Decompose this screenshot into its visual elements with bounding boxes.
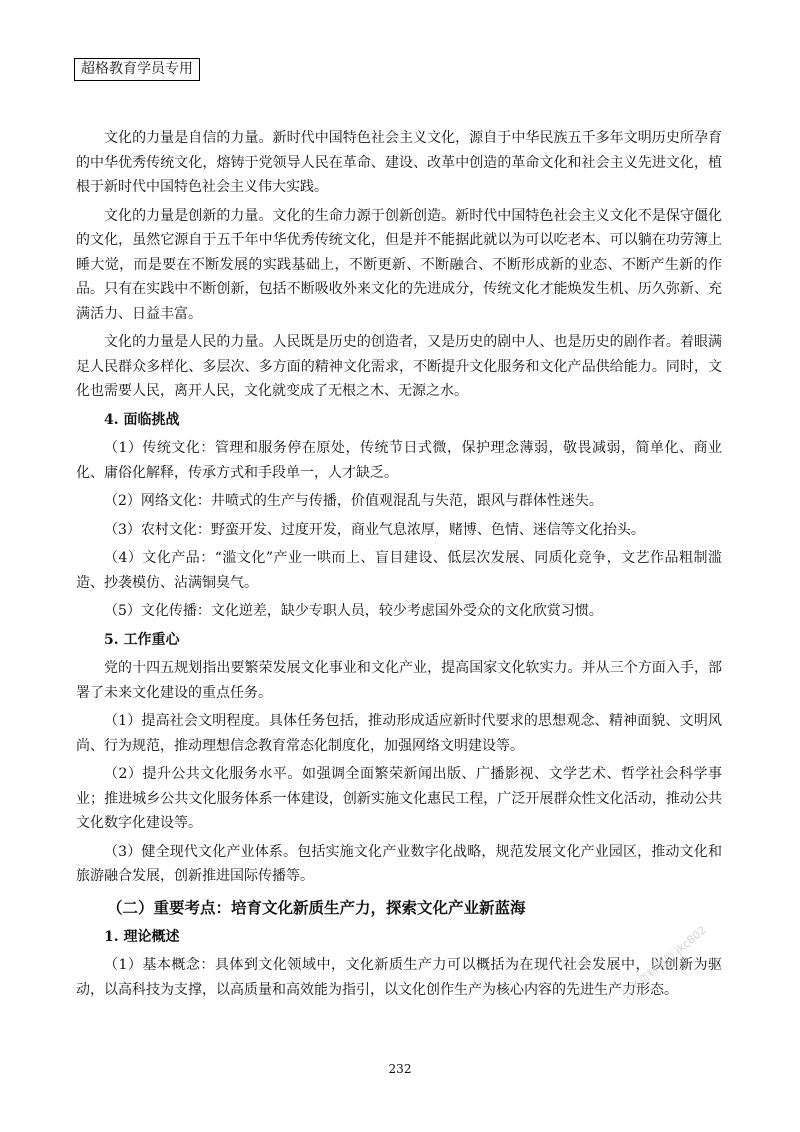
list-item: （3）健全现代文化产业体系。包括实施文化产业数字化战略，规范发展文化产业园区，推动文化和旅游融合发展，创新推进国际传播等。 [76,843,722,884]
paragraph-innovation: 文化的力量是创新的力量。文化的生命力源于创新创造。新时代中国特色社会主义文化不是保守僵化的文化，虽然它源自于五千年中华优秀传统文化，但是并不能据此就以为可以吃老本、可以躺在功劳簿上睡大觉，而是要在不断发展的实践基础上，不断更新、不断融合、不断形成新的业态、不断产生新的作品。只有在实践中不断创新，包括不断吸收外来文化的先进成分，传统文化才能焕发生机、历久弥新、充满活力、日益丰富。 [76,207,722,322]
section-heading-key-point: （二）重要考点：培育文化新质生产力，探索文化产业新蓝海 [107,897,526,917]
document-body [76,126,722,1006]
list-item: （5）文化传播：文化逆差，缺少专职人员，较少考虑国外受众的文化欣赏习惯。 [104,603,603,619]
paragraph-confidence: 文化的力量是自信的力量。新时代中国特色社会主义文化，源自于中华民族五千多年文明历史所孕育的中华优秀传统文化，熔铸于党领导人民在革命、建设、改革中创造的革命文化和社会主义先进文化，植根于新时代中国特色社会主义伟大实践。 [76,130,722,195]
paragraph-people: 文化的力量是人民的力量。人民既是历史的创造者，又是历史的剧中人、也是历史的剧作者。着眼满足人民群众多样化、多层次、多方面的精神文化需求，不断提升文化服务和文化产品供给能力。同时，文化也需要人民，离开人民，文化就变成了无根之木、无源之水。 [76,334,722,399]
list-item: （1）提高社会文明程度。具体任务包括，推动形成适应新时代要求的思想观念、精神面貌、文明风尚、行为规范，推动理想信念教育常态化制度化，加强网络文明建设等。 [76,713,722,754]
watermark: 公考资料微信 jkc802 [619,923,709,1002]
paragraph-basic-concept: （1）基本概念：具体到文化领域中，文化新质生产力可以概括为在现代社会发展中，以创新为驱动，以高科技为支撑，以高质量和高效能为指引，以文化创作生产为核心内容的先进生产力形态。 [76,957,722,998]
list-item: （3）农村文化：野蛮开发、过度开发，商业气息浓厚，赌博、色情、迷信等文化抬头。 [104,521,645,538]
subsection-heading-theory: 1. 理论概述 [104,928,180,945]
section-heading-focus: 5. 工作重心 [104,631,180,648]
paragraph-focus-intro: 党的十四五规划指出要繁荣发展文化事业和文化产业，提高国家文化软实力。并从三个方面入手，部署了未来文化建设的重点任务。 [76,660,722,701]
list-item: （4）文化产品：“滥文化”产业一哄而上、盲目建设、低层次发展、同质化竞争，文艺作品粗制滥造、抄袭模仿、沾满铜臭气。 [76,550,722,591]
list-item: （2）网络文化：井喷式的生产与传播，价值观混乱与失范，跟风与群体性迷失。 [104,493,603,509]
list-item: （2）提升公共文化服务水平。如强调全面繁荣新闻出版、广播影视、文学艺术、哲学社会科学事业；推进城乡公共文化服务体系一体建设，创新实施文化惠民工程，广泛开展群众性文化活动，推动公共文化数字化建设等。 [76,766,722,831]
page-number: 232 [388,1062,412,1076]
header-label: 超格教育学员专用 [74,58,200,81]
list-item: （1）传统文化：管理和服务停在原处，传统节日式微，保护理念薄弱，敬畏减弱，简单化、商业化、庸俗化解释，传承方式和手段单一，人才缺乏。 [76,440,722,481]
section-heading-challenges: 4. 面临挑战 [104,411,180,428]
